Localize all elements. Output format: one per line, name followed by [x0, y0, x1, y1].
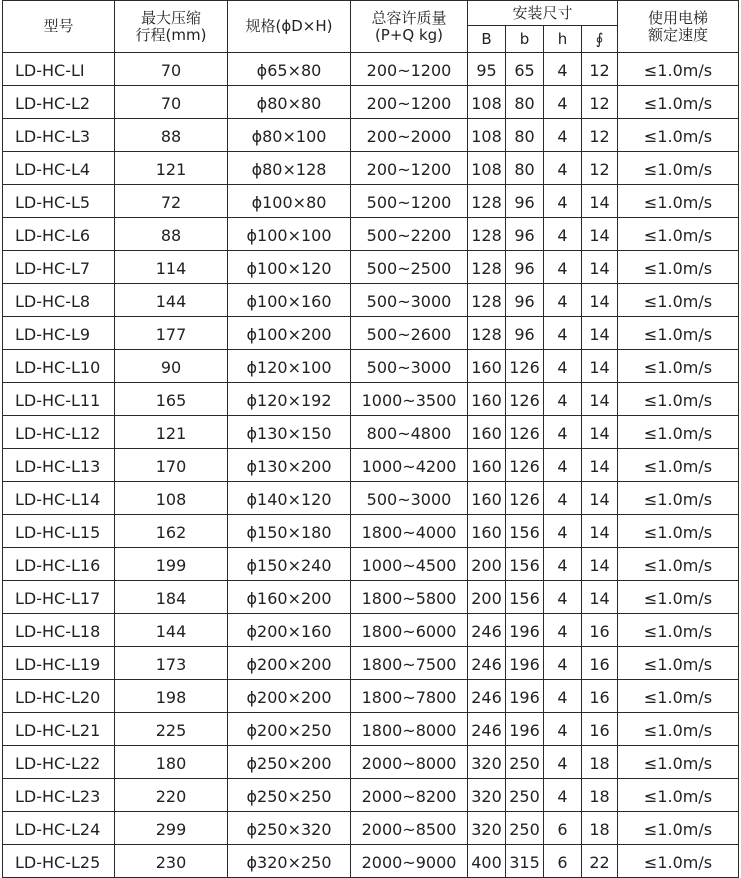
cell-install-f: 14 [582, 416, 618, 449]
cell-install-f: 14 [582, 350, 618, 383]
cell-install-h: 4 [544, 647, 582, 680]
cell-speed: ≤1.0m/s [618, 713, 739, 746]
table-row [3, 218, 739, 251]
cell-install-b: 80 [506, 152, 544, 185]
cell-model: LD-HC-LI [3, 53, 115, 86]
cell-install-B: 128 [468, 284, 506, 317]
cell-install-b: 96 [506, 218, 544, 251]
cell-model: LD-HC-L7 [3, 251, 115, 284]
cell-mass: 500~3000 [351, 482, 468, 515]
cell-mass: 200~2000 [351, 119, 468, 152]
cell-stroke: 88 [115, 218, 228, 251]
cell-mass: 800~4800 [351, 416, 468, 449]
cell-model: LD-HC-L21 [3, 713, 115, 746]
cell-stroke: 170 [115, 449, 228, 482]
table-body [3, 53, 739, 878]
cell-model: LD-HC-L17 [3, 581, 115, 614]
cell-mass: 1800~7800 [351, 680, 468, 713]
cell-stroke: 72 [115, 185, 228, 218]
cell-mass: 1000~4500 [351, 548, 468, 581]
cell-install-B: 108 [468, 152, 506, 185]
cell-stroke: 121 [115, 152, 228, 185]
cell-model: LD-HC-L10 [3, 350, 115, 383]
cell-stroke: 162 [115, 515, 228, 548]
cell-model: LD-HC-L3 [3, 119, 115, 152]
cell-stroke: 70 [115, 86, 228, 119]
cell-spec: ϕ140×120 [228, 482, 351, 515]
table-row [3, 548, 739, 581]
cell-install-B: 160 [468, 350, 506, 383]
table-row [3, 350, 739, 383]
cell-install-f: 16 [582, 713, 618, 746]
cell-install-h: 4 [544, 746, 582, 779]
header-install-f: ∮ [582, 26, 618, 53]
cell-speed: ≤1.0m/s [618, 350, 739, 383]
cell-install-h: 4 [544, 119, 582, 152]
cell-install-B: 246 [468, 647, 506, 680]
cell-install-B: 246 [468, 614, 506, 647]
cell-model: LD-HC-L14 [3, 482, 115, 515]
table-row [3, 251, 739, 284]
cell-install-b: 250 [506, 779, 544, 812]
cell-install-B: 108 [468, 119, 506, 152]
cell-speed: ≤1.0m/s [618, 581, 739, 614]
cell-stroke: 180 [115, 746, 228, 779]
header-install-h: h [544, 26, 582, 53]
cell-install-h: 4 [544, 53, 582, 86]
cell-spec: ϕ100×200 [228, 317, 351, 350]
cell-stroke: 165 [115, 383, 228, 416]
cell-speed: ≤1.0m/s [618, 449, 739, 482]
cell-spec: ϕ320×250 [228, 845, 351, 878]
cell-install-h: 4 [544, 581, 582, 614]
cell-spec: ϕ130×200 [228, 449, 351, 482]
cell-install-f: 18 [582, 812, 618, 845]
header-spec: 规格(ϕD×H) [228, 1, 351, 53]
header-stroke: 最大压缩 行程(mm) [115, 1, 228, 53]
header-mass: 总容许质量 (P+Q kg) [351, 1, 468, 53]
table-header [3, 1, 739, 53]
cell-model: LD-HC-L15 [3, 515, 115, 548]
cell-install-h: 6 [544, 812, 582, 845]
cell-speed: ≤1.0m/s [618, 284, 739, 317]
cell-install-b: 156 [506, 581, 544, 614]
cell-install-b: 126 [506, 416, 544, 449]
cell-install-f: 14 [582, 449, 618, 482]
cell-install-f: 16 [582, 614, 618, 647]
cell-spec: ϕ200×160 [228, 614, 351, 647]
cell-install-h: 4 [544, 350, 582, 383]
cell-stroke: 121 [115, 416, 228, 449]
cell-install-h: 4 [544, 284, 582, 317]
cell-model: LD-HC-L9 [3, 317, 115, 350]
cell-spec: ϕ65×80 [228, 53, 351, 86]
cell-speed: ≤1.0m/s [618, 53, 739, 86]
cell-model: LD-HC-L22 [3, 746, 115, 779]
cell-install-B: 160 [468, 383, 506, 416]
cell-speed: ≤1.0m/s [618, 482, 739, 515]
cell-spec: ϕ160×200 [228, 581, 351, 614]
cell-install-f: 14 [582, 218, 618, 251]
cell-model: LD-HC-L6 [3, 218, 115, 251]
cell-install-b: 196 [506, 680, 544, 713]
cell-install-b: 96 [506, 185, 544, 218]
table-row [3, 680, 739, 713]
cell-speed: ≤1.0m/s [618, 119, 739, 152]
cell-model: LD-HC-L5 [3, 185, 115, 218]
cell-mass: 500~2500 [351, 251, 468, 284]
cell-spec: ϕ80×100 [228, 119, 351, 152]
cell-speed: ≤1.0m/s [618, 845, 739, 878]
cell-install-f: 14 [582, 284, 618, 317]
cell-install-h: 4 [544, 152, 582, 185]
table-row [3, 581, 739, 614]
cell-speed: ≤1.0m/s [618, 746, 739, 779]
cell-stroke: 199 [115, 548, 228, 581]
header-install: 安装尺寸 [468, 1, 618, 26]
table-row [3, 53, 739, 86]
cell-model: LD-HC-L20 [3, 680, 115, 713]
cell-speed: ≤1.0m/s [618, 515, 739, 548]
cell-model: LD-HC-L16 [3, 548, 115, 581]
cell-install-f: 16 [582, 647, 618, 680]
table-row [3, 449, 739, 482]
cell-model: LD-HC-L11 [3, 383, 115, 416]
cell-install-B: 128 [468, 185, 506, 218]
cell-install-B: 320 [468, 746, 506, 779]
table-row [3, 86, 739, 119]
cell-install-b: 196 [506, 614, 544, 647]
cell-install-f: 14 [582, 581, 618, 614]
cell-model: LD-HC-L19 [3, 647, 115, 680]
cell-mass: 200~1200 [351, 53, 468, 86]
cell-mass: 200~1200 [351, 152, 468, 185]
cell-install-f: 12 [582, 152, 618, 185]
cell-install-h: 4 [544, 515, 582, 548]
cell-mass: 1800~4000 [351, 515, 468, 548]
cell-install-f: 22 [582, 845, 618, 878]
cell-install-b: 126 [506, 449, 544, 482]
cell-install-b: 96 [506, 284, 544, 317]
cell-stroke: 144 [115, 284, 228, 317]
cell-mass: 1800~6000 [351, 614, 468, 647]
cell-stroke: 88 [115, 119, 228, 152]
cell-model: LD-HC-L2 [3, 86, 115, 119]
cell-stroke: 90 [115, 350, 228, 383]
cell-install-h: 4 [544, 185, 582, 218]
table-row [3, 185, 739, 218]
cell-speed: ≤1.0m/s [618, 185, 739, 218]
cell-install-b: 126 [506, 482, 544, 515]
table-row [3, 383, 739, 416]
cell-speed: ≤1.0m/s [618, 548, 739, 581]
cell-mass: 500~1200 [351, 185, 468, 218]
cell-install-f: 18 [582, 746, 618, 779]
cell-install-b: 156 [506, 515, 544, 548]
cell-install-h: 4 [544, 251, 582, 284]
cell-speed: ≤1.0m/s [618, 779, 739, 812]
cell-install-B: 200 [468, 548, 506, 581]
cell-spec: ϕ200×200 [228, 680, 351, 713]
cell-install-b: 315 [506, 845, 544, 878]
cell-speed: ≤1.0m/s [618, 647, 739, 680]
cell-spec: ϕ150×180 [228, 515, 351, 548]
cell-speed: ≤1.0m/s [618, 152, 739, 185]
header-speed: 使用电梯 额定速度 [618, 1, 739, 53]
cell-install-b: 96 [506, 251, 544, 284]
cell-install-b: 196 [506, 713, 544, 746]
cell-speed: ≤1.0m/s [618, 680, 739, 713]
cell-install-h: 4 [544, 218, 582, 251]
cell-install-h: 4 [544, 317, 582, 350]
cell-speed: ≤1.0m/s [618, 416, 739, 449]
table-row [3, 647, 739, 680]
cell-stroke: 230 [115, 845, 228, 878]
cell-spec: ϕ200×200 [228, 647, 351, 680]
cell-model: LD-HC-L12 [3, 416, 115, 449]
cell-mass: 1800~8000 [351, 713, 468, 746]
table-row [3, 713, 739, 746]
table-row [3, 746, 739, 779]
cell-install-h: 4 [544, 449, 582, 482]
cell-model: LD-HC-L8 [3, 284, 115, 317]
cell-install-h: 4 [544, 779, 582, 812]
cell-install-B: 160 [468, 482, 506, 515]
cell-stroke: 144 [115, 614, 228, 647]
cell-speed: ≤1.0m/s [618, 317, 739, 350]
cell-spec: ϕ80×128 [228, 152, 351, 185]
cell-stroke: 198 [115, 680, 228, 713]
cell-install-b: 96 [506, 317, 544, 350]
table-row [3, 812, 739, 845]
cell-install-B: 128 [468, 317, 506, 350]
cell-install-b: 250 [506, 746, 544, 779]
cell-stroke: 70 [115, 53, 228, 86]
cell-install-h: 4 [544, 86, 582, 119]
cell-install-f: 18 [582, 779, 618, 812]
cell-install-b: 80 [506, 86, 544, 119]
cell-stroke: 173 [115, 647, 228, 680]
cell-install-B: 128 [468, 251, 506, 284]
cell-install-B: 246 [468, 680, 506, 713]
cell-stroke: 220 [115, 779, 228, 812]
cell-mass: 2000~9000 [351, 845, 468, 878]
cell-mass: 2000~8500 [351, 812, 468, 845]
cell-install-h: 6 [544, 845, 582, 878]
cell-spec: ϕ150×240 [228, 548, 351, 581]
cell-install-B: 320 [468, 812, 506, 845]
cell-speed: ≤1.0m/s [618, 251, 739, 284]
buffer-spec-table [2, 0, 739, 878]
header-install-b: b [506, 26, 544, 53]
cell-install-h: 4 [544, 614, 582, 647]
cell-install-b: 126 [506, 350, 544, 383]
cell-stroke: 108 [115, 482, 228, 515]
spec-table-container [2, 0, 738, 878]
cell-spec: ϕ100×160 [228, 284, 351, 317]
cell-install-b: 250 [506, 812, 544, 845]
table-row [3, 614, 739, 647]
table-row [3, 845, 739, 878]
cell-install-f: 12 [582, 53, 618, 86]
cell-spec: ϕ200×250 [228, 713, 351, 746]
cell-mass: 2000~8200 [351, 779, 468, 812]
cell-spec: ϕ130×150 [228, 416, 351, 449]
cell-install-b: 156 [506, 548, 544, 581]
cell-spec: ϕ250×200 [228, 746, 351, 779]
cell-install-B: 160 [468, 515, 506, 548]
cell-install-B: 108 [468, 86, 506, 119]
cell-speed: ≤1.0m/s [618, 218, 739, 251]
cell-install-f: 14 [582, 548, 618, 581]
cell-mass: 500~3000 [351, 350, 468, 383]
table-row [3, 482, 739, 515]
cell-install-f: 14 [582, 317, 618, 350]
cell-stroke: 114 [115, 251, 228, 284]
cell-install-h: 4 [544, 680, 582, 713]
cell-install-f: 14 [582, 482, 618, 515]
cell-mass: 1000~4200 [351, 449, 468, 482]
cell-mass: 500~3000 [351, 284, 468, 317]
cell-spec: ϕ100×80 [228, 185, 351, 218]
cell-install-f: 16 [582, 680, 618, 713]
cell-install-f: 14 [582, 515, 618, 548]
cell-install-b: 126 [506, 383, 544, 416]
table-row [3, 317, 739, 350]
cell-install-h: 4 [544, 383, 582, 416]
header-install-B: B [468, 26, 506, 53]
cell-model: LD-HC-L23 [3, 779, 115, 812]
cell-install-B: 95 [468, 53, 506, 86]
cell-mass: 1800~5800 [351, 581, 468, 614]
cell-mass: 200~1200 [351, 86, 468, 119]
cell-install-B: 200 [468, 581, 506, 614]
cell-spec: ϕ80×80 [228, 86, 351, 119]
cell-model: LD-HC-L4 [3, 152, 115, 185]
cell-speed: ≤1.0m/s [618, 812, 739, 845]
cell-install-B: 160 [468, 449, 506, 482]
cell-spec: ϕ120×100 [228, 350, 351, 383]
cell-stroke: 299 [115, 812, 228, 845]
cell-install-f: 14 [582, 251, 618, 284]
cell-spec: ϕ100×100 [228, 218, 351, 251]
cell-mass: 500~2200 [351, 218, 468, 251]
cell-install-B: 128 [468, 218, 506, 251]
table-row [3, 284, 739, 317]
cell-speed: ≤1.0m/s [618, 383, 739, 416]
cell-install-B: 246 [468, 713, 506, 746]
table-row [3, 119, 739, 152]
cell-install-B: 320 [468, 779, 506, 812]
table-row [3, 152, 739, 185]
cell-spec: ϕ120×192 [228, 383, 351, 416]
cell-model: LD-HC-L25 [3, 845, 115, 878]
cell-install-B: 400 [468, 845, 506, 878]
cell-install-B: 160 [468, 416, 506, 449]
cell-install-b: 65 [506, 53, 544, 86]
cell-install-b: 80 [506, 119, 544, 152]
cell-install-f: 12 [582, 119, 618, 152]
cell-install-h: 4 [544, 548, 582, 581]
cell-stroke: 177 [115, 317, 228, 350]
cell-install-f: 12 [582, 86, 618, 119]
cell-install-h: 4 [544, 416, 582, 449]
table-row [3, 416, 739, 449]
cell-speed: ≤1.0m/s [618, 614, 739, 647]
cell-mass: 1000~3500 [351, 383, 468, 416]
table-row [3, 779, 739, 812]
cell-install-f: 14 [582, 185, 618, 218]
cell-spec: ϕ250×250 [228, 779, 351, 812]
cell-stroke: 184 [115, 581, 228, 614]
cell-mass: 1800~7500 [351, 647, 468, 680]
cell-speed: ≤1.0m/s [618, 86, 739, 119]
cell-install-f: 14 [582, 383, 618, 416]
cell-install-h: 4 [544, 482, 582, 515]
cell-spec: ϕ250×320 [228, 812, 351, 845]
cell-stroke: 225 [115, 713, 228, 746]
table-row [3, 515, 739, 548]
cell-model: LD-HC-L13 [3, 449, 115, 482]
cell-install-h: 4 [544, 713, 582, 746]
header-model: 型号 [3, 1, 115, 53]
cell-model: LD-HC-L18 [3, 614, 115, 647]
cell-install-b: 196 [506, 647, 544, 680]
cell-spec: ϕ100×120 [228, 251, 351, 284]
cell-model: LD-HC-L24 [3, 812, 115, 845]
cell-mass: 500~2600 [351, 317, 468, 350]
cell-mass: 2000~8000 [351, 746, 468, 779]
